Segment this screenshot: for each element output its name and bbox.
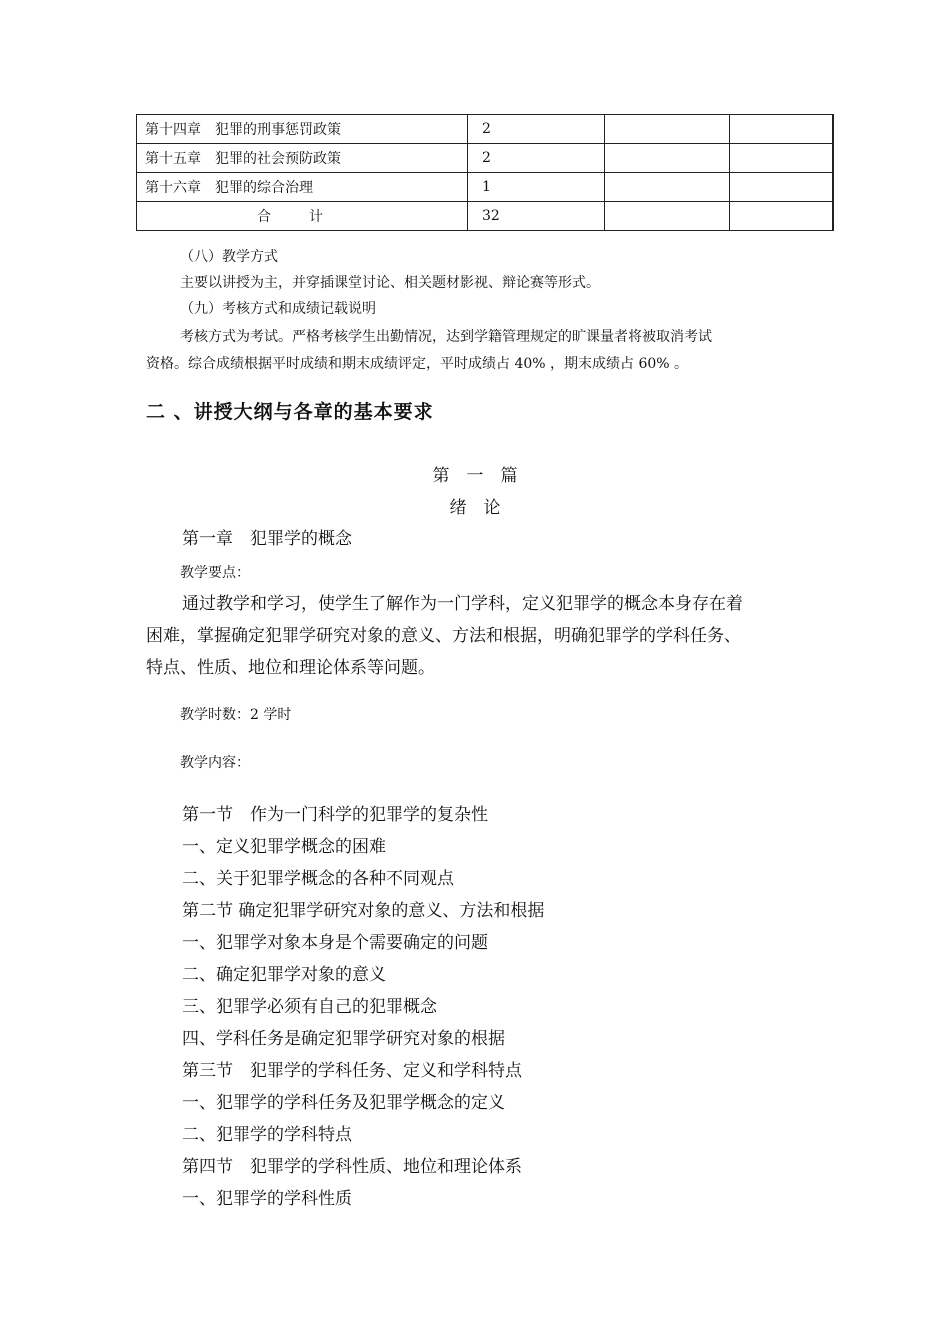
table-row bbox=[137, 115, 834, 144]
empty-cell bbox=[605, 173, 730, 202]
outline-item: 一、犯罪学的学科任务及犯罪学概念的定义 bbox=[182, 1093, 505, 1113]
outline-item: 三、犯罪学必须有自己的犯罪概念 bbox=[182, 997, 437, 1017]
class-hours-table bbox=[136, 114, 834, 231]
outline-item: 第三节 犯罪学的学科任务、定义和学科特点 bbox=[182, 1061, 522, 1081]
part2-title: 二 、讲授大纲与各章的基本要求 bbox=[146, 401, 434, 423]
outline-item: 二、犯罪学的学科特点 bbox=[182, 1125, 352, 1145]
empty-cell bbox=[605, 115, 730, 144]
outline-item: 二、关于犯罪学概念的各种不同观点 bbox=[182, 869, 454, 889]
empty-cell bbox=[730, 115, 834, 144]
empty-cell bbox=[605, 202, 730, 231]
hours-cell: 2 bbox=[468, 144, 605, 173]
teaching-points-line3: 特点、性质、地位和理论体系等问题。 bbox=[146, 658, 435, 678]
teaching-points-label: 教学要点： bbox=[180, 565, 250, 581]
total-label-b: 计 bbox=[309, 209, 325, 225]
chapter1-title: 第一章 犯罪学的概念 bbox=[182, 529, 352, 549]
total-label-a: 合 bbox=[257, 209, 273, 225]
section9-heading: （九）考核方式和成绩记载说明 bbox=[180, 301, 376, 317]
section8-heading: （八）教学方式 bbox=[180, 249, 278, 265]
chapter-cell: 第十六章 犯罪的综合治理 bbox=[137, 173, 468, 202]
empty-cell bbox=[730, 202, 834, 231]
outline-item: 第二节 确定犯罪学研究对象的意义、方法和根据 bbox=[182, 901, 545, 921]
outline-item: 一、犯罪学的学科性质 bbox=[182, 1189, 352, 1209]
table-total-row bbox=[137, 202, 834, 231]
hours-cell: 2 bbox=[468, 115, 605, 144]
total-hours-cell: 32 bbox=[468, 202, 605, 231]
section8-text: 主要以讲授为主，并穿插课堂讨论、相关题材影视、辩论赛等形式。 bbox=[180, 275, 600, 291]
total-label-cell bbox=[137, 202, 468, 231]
teaching-points-line1: 通过教学和学习，使学生了解作为一门学科，定义犯罪学的概念本身存在着 bbox=[182, 594, 743, 614]
part-label: 第 一 篇 bbox=[432, 466, 518, 486]
outline-item: 第一节 作为一门科学的犯罪学的复杂性 bbox=[182, 805, 488, 825]
outline-item: 第四节 犯罪学的学科性质、地位和理论体系 bbox=[182, 1157, 522, 1177]
outline-item: 一、犯罪学对象本身是个需要确定的问题 bbox=[182, 933, 488, 953]
section9-line2: 资格。综合成绩根据平时成绩和期末成绩评定，平时成绩占 40% ，期末成绩占 60% 。 bbox=[146, 356, 689, 372]
hours-cell: 1 bbox=[468, 173, 605, 202]
teaching-content-label: 教学内容： bbox=[180, 755, 250, 771]
table-row bbox=[137, 144, 834, 173]
table-row bbox=[137, 173, 834, 202]
chapter-cell: 第十四章 犯罪的刑事惩罚政策 bbox=[137, 115, 468, 144]
teaching-points-line2: 困难，掌握确定犯罪学研究对象的意义、方法和根据，明确犯罪学的学科任务、 bbox=[146, 626, 741, 646]
empty-cell bbox=[730, 173, 834, 202]
empty-cell bbox=[605, 144, 730, 173]
outline-item: 二、确定犯罪学对象的意义 bbox=[182, 965, 386, 985]
section9-line1: 考核方式为考试。严格考核学生出勤情况，达到学籍管理规定的旷课量者将被取消考试 bbox=[180, 329, 712, 345]
teaching-hours-label: 教学时数：2 学时 bbox=[180, 707, 292, 723]
outline-item: 四、学科任务是确定犯罪学研究对象的根据 bbox=[182, 1029, 505, 1049]
chapter-cell: 第十五章 犯罪的社会预防政策 bbox=[137, 144, 468, 173]
outline-item: 一、定义犯罪学概念的困难 bbox=[182, 837, 386, 857]
part-subtitle: 绪 论 bbox=[449, 498, 501, 518]
empty-cell bbox=[730, 144, 834, 173]
